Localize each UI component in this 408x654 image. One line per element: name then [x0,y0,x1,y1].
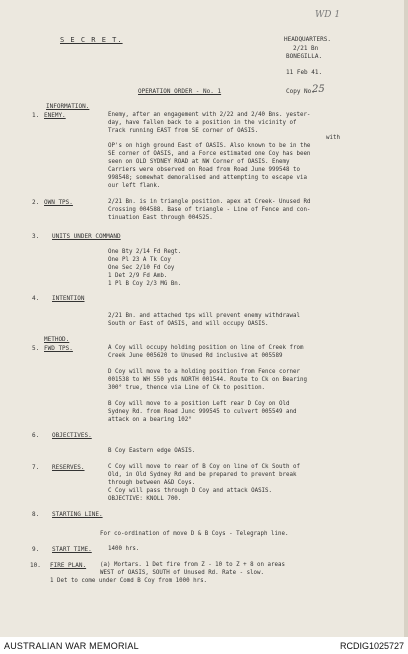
section-7-line: C Coy will pass through D Coy and attack OASIS. [108,488,273,494]
section-8-label: STARTING LINE. [52,511,103,518]
section-7-number: 7. [32,464,40,471]
section-5-number: 5. [32,345,40,352]
section-2-line: tinuation East through 004525. [108,215,213,221]
section-1-number: 1. [32,112,40,119]
section-1-with: with [326,135,340,141]
hq-line-3: BONEGILLA. [286,53,323,60]
section-2-line: 2/21 Bn. is in triangle position. apex at Creek- Unused Rd [108,199,311,205]
copy-number: 25 [312,84,325,95]
section-4-line: 2/21 Bn. and attached tps will prevent enemy withdrawal [108,313,300,319]
section-3-line: 1 Det 2/9 Fd Amb. [108,273,168,279]
section-5-line: A Coy will occupy holding position on line of Creek from [108,345,304,351]
section-6-number: 6. [32,432,40,439]
section-3-label: UNITS UNDER COMMAND [52,233,121,240]
section-10-number: 10. [30,562,41,569]
section-1-line: Carriers were observed on Road from Road June 999548 to [108,167,300,173]
section-1-line: Enemy, after an engagement with 2/22 and 2/40 Bns. yester- [108,112,311,118]
section-3-line: One Sec 2/10 Fd Coy [108,265,175,271]
page-edge [404,0,408,637]
section-1-label: ENEMY. [44,112,66,119]
archive-name: AUSTRALIAN WAR MEMORIAL [4,641,139,651]
section-7-line: through between A&D Coys. [108,480,196,486]
handwritten-reference: WD 1 [315,10,341,20]
section-5-line: B Coy will move to a position Left rear D Coy on Old [108,401,290,407]
classification-marking: S E C R E T. [60,36,123,44]
section-10-label: FIRE PLAN. [50,562,87,569]
section-1-line: Track running EAST from SE corner of OASIS. [108,128,259,134]
section-7-line: Old, in Old Sydney Rd and be prepared to prevent break [108,472,297,478]
hq-line-1: HEADQUARTERS. [284,36,331,43]
section-1-line: day, have fallen back to a position in the vicinity of [108,120,297,126]
section-8-number: 8. [32,511,40,518]
section-9-label: START TIME. [52,546,92,553]
section-9-number: 9. [32,546,40,553]
section-7-line: OBJECTIVE: KNOLL 700. [108,496,182,502]
section-10-line: 1 Det to come under Comd B Coy from 1000 hrs. [50,578,208,584]
section-2-label: OWN TPS. [44,199,73,206]
section-1-line: 998548; somewhat demoralised and attempting to escape via [108,175,307,181]
section-2-number: 2. [32,199,40,206]
section-6-label: OBJECTIVES. [52,432,92,439]
archive-id: RCDIG1025727 [339,641,404,651]
section-9-value: 1400 hrs. [108,546,140,552]
hq-line-2: 2/21 Bn [293,45,319,52]
section-3-number: 3. [32,233,40,240]
copy-label: Copy No. [286,88,315,95]
section-3-line: 1 Pl B Coy 2/3 MG Bn. [108,281,182,287]
section-8-line: For co-ordination of move D & B Coys - Telegraph line. [100,531,289,537]
method-heading: METHOD. [44,336,70,343]
section-2-line: Crossing 004588. Base of triangle - Line of Fence and con- [108,207,311,213]
section-6-line: B Coy Eastern edge OASIS. [108,448,196,454]
archive-footer [0,637,408,654]
section-5-line: Creek June 005620 to Unused Rd inclusive at 005589 [108,353,283,359]
section-3-line: One Pl 23 A Tk Coy [108,257,171,263]
section-7-label: RESERVES. [52,464,85,471]
section-5-label: FWD TPS. [44,345,73,352]
document-date: 11 Feb 41. [286,69,323,76]
section-10-line: (a) Mortars. 1 Det fire from Z - 10 to Z + 8 on areas [100,562,285,568]
section-4-line: South or East of OASIS, and will occupy OASIS. [108,321,269,327]
section-4-label: INTENTION [52,295,85,302]
section-10-line: WEST of OASIS, SOUTH of Unused Rd. Rate - slow. [100,570,265,576]
section-3-line: One Bty 2/14 Fd Regt. [108,249,182,255]
section-5-line: D Coy will move to a holding position from Fence corner [108,369,300,375]
section-7-line: C Coy will move to rear of B Coy on line of Ck South of [108,464,300,470]
section-5-line: 001538 to WH 550 yds NORTH 001544. Route to Ck on Bearing [108,377,307,383]
section-1-line: seen on OLD SYDNEY ROAD at NW Corner of OASIS. Enemy [108,159,290,165]
section-5-line: Sydney Rd. from Road Junc 999545 to culvert 005549 and [108,409,297,415]
section-4-number: 4. [32,295,40,302]
section-5-line: attack on a bearing 102° [108,417,192,423]
section-1-line: our left flank. [108,183,161,189]
information-heading: INFORMATION. [46,103,90,110]
section-1-line: SE corner of OASIS, and a Force estimated one Coy has been [108,151,311,157]
section-1-line: OP's on high ground East of OASIS. Also known to be in the [108,143,311,149]
document-title: OPERATION ORDER - No. 1 [138,88,222,95]
section-5-line: 300° true, thence via Line of Ck to position. [108,385,266,391]
